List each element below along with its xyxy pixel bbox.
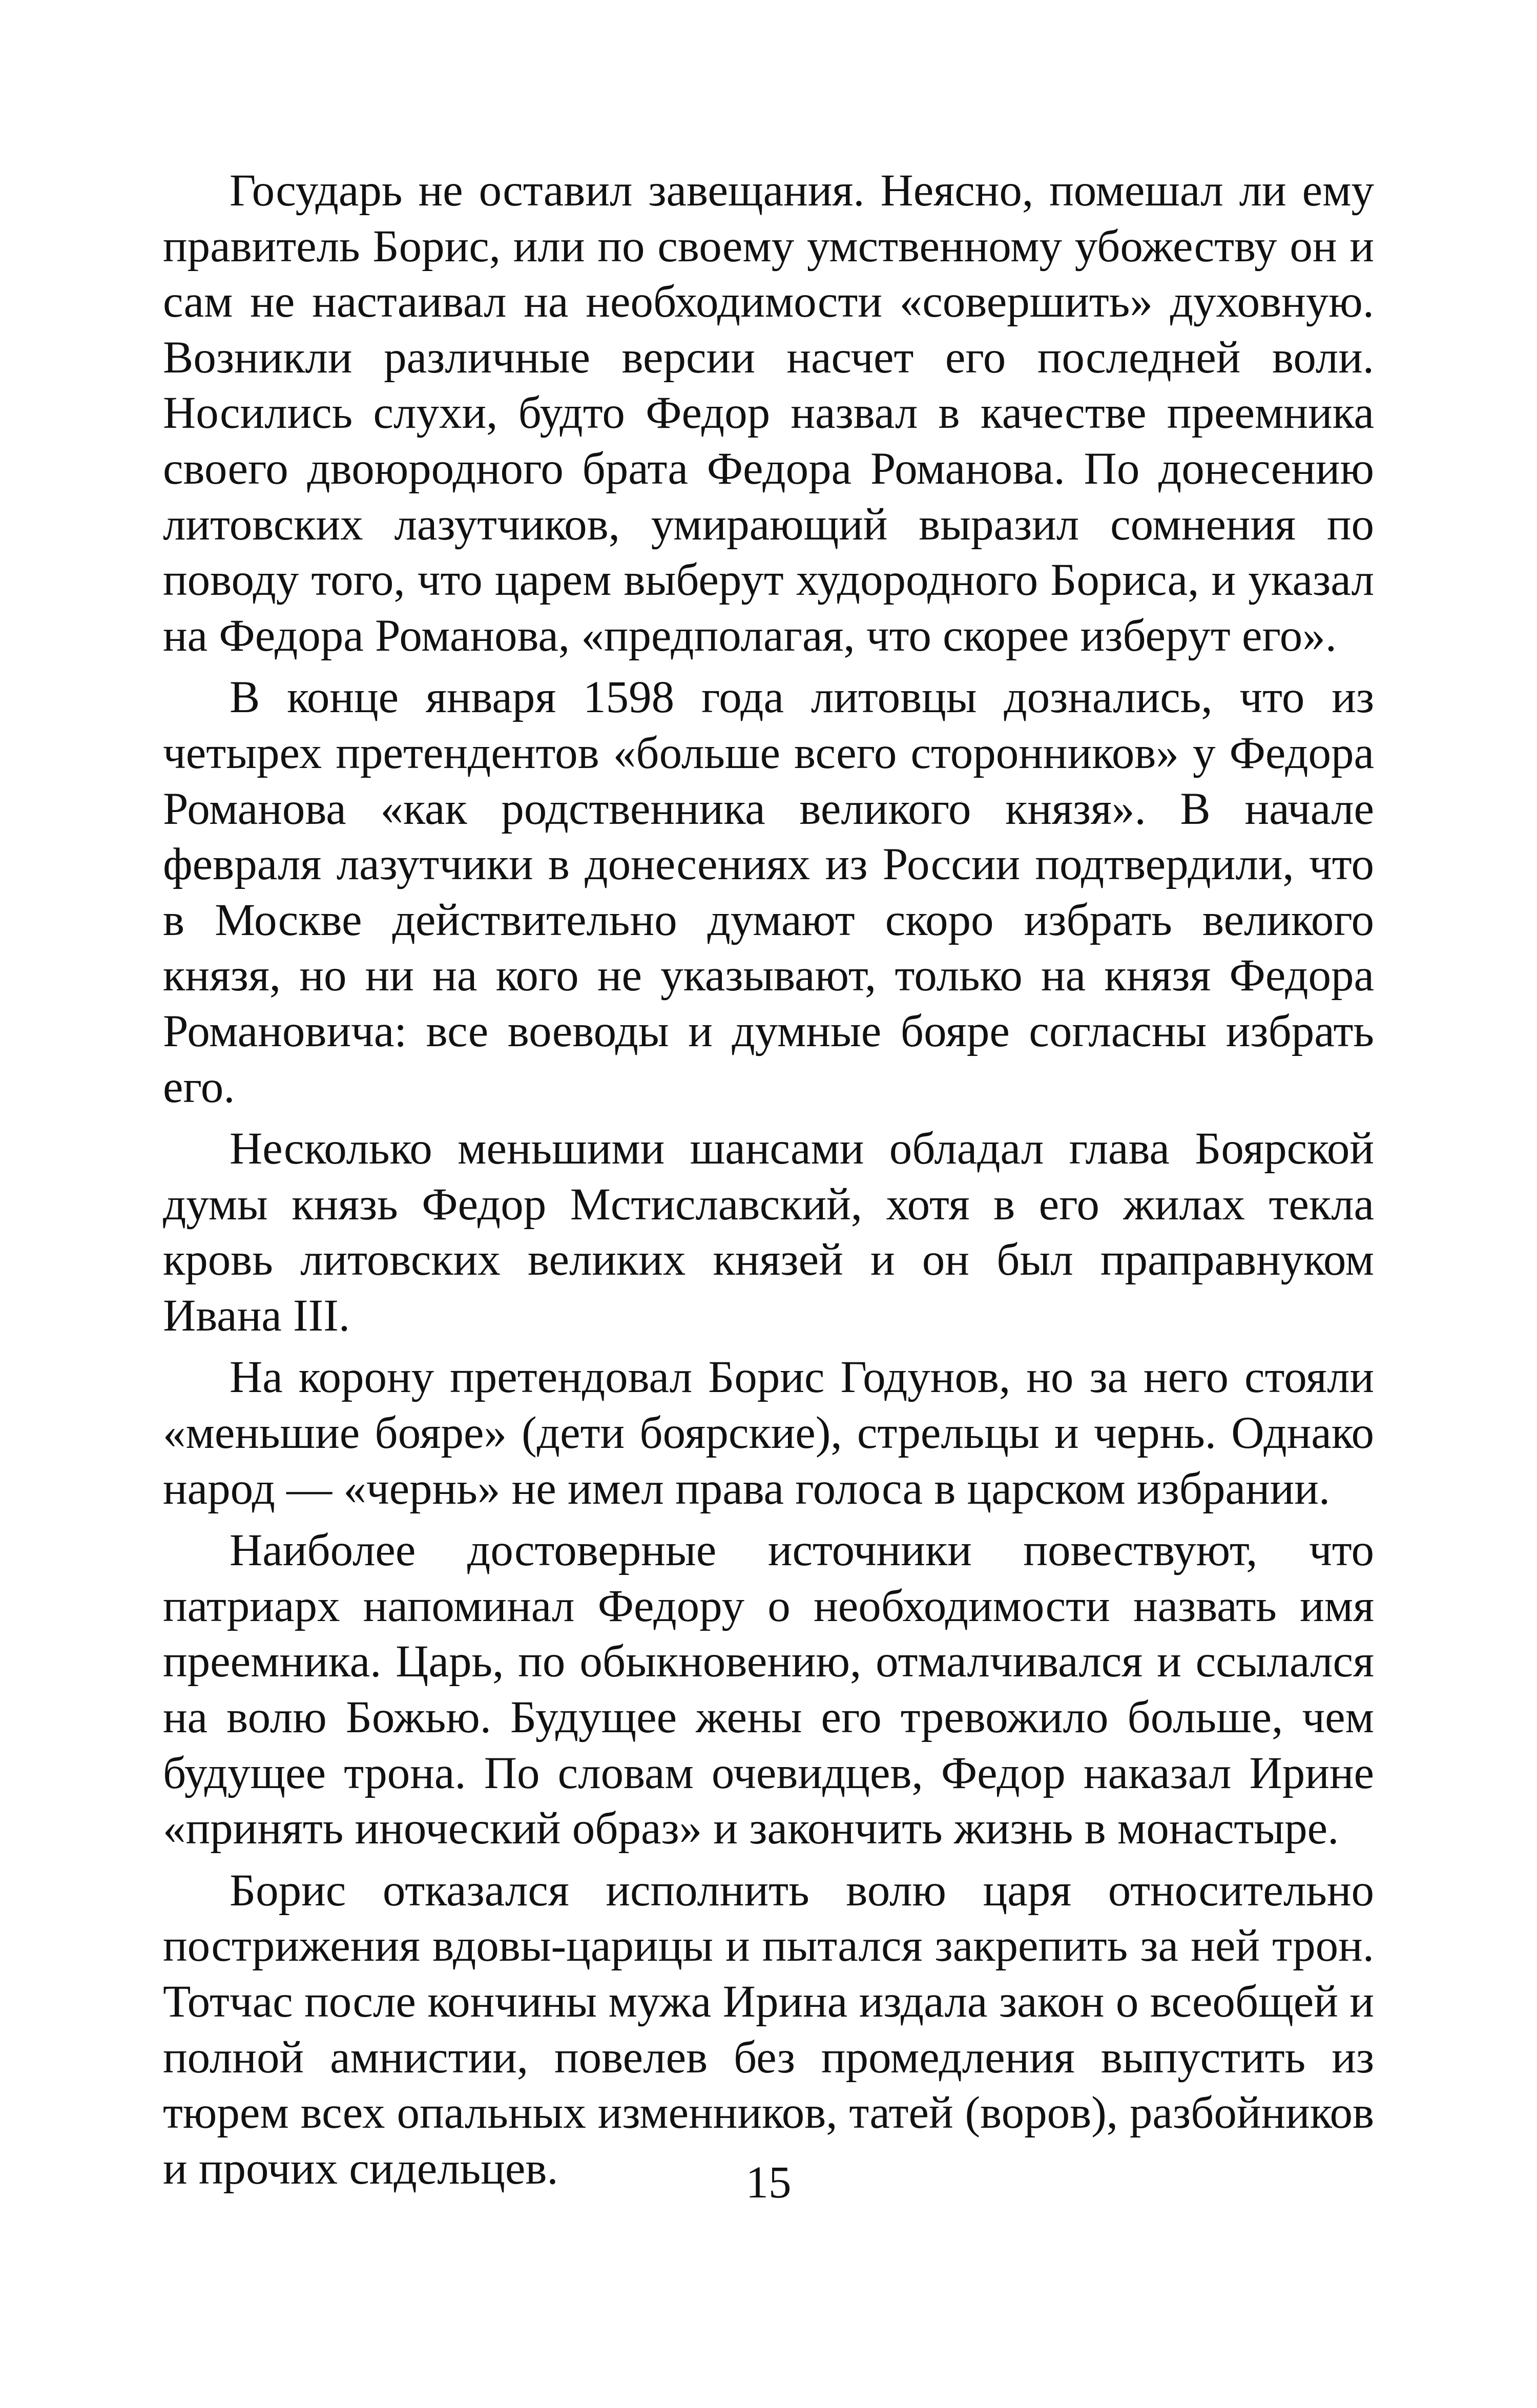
- paragraph-3: Несколько меньшими шансами обладал глава Боярской думы князь Федор Мстиславский, хотя в его жилах текла кровь литовских великих князей и он был праправнуком Ивана III.: [163, 1124, 1374, 1341]
- paragraph-1: Государь не оставил завещания. Неясно, помешал ли ему правитель Борис, или по своему умственному убожеству он и сам не настаивал на необходимости «совершить» духовную. Возникли различные версии насчет его последней воли. Носились слухи, будто Федор назвал в качестве преемника своего двоюродного брата Федора Романова. По донесению литовских лазутчиков, умирающий выразил сомнения по поводу того, что царем выберут худородного Бориса, и указал на Федора Романова, «предполагая, что скорее изберут его».: [163, 165, 1374, 661]
- paragraph-4: На корону претендовал Борис Годунов, но за него стояли «меньшие бояре» (дети боярские), стрельцы и чернь. Однако народ — «чернь» не имел права голоса в царском избрании.: [163, 1352, 1374, 1514]
- paragraph-5: Наиболее достоверные источники повествуют, что патриарх напоминал Федору о необходимости назвать имя преемника. Царь, по обыкновению, отмалчивался и ссылался на волю Божью. Будущее жены его тревожило больше, чем будущее трона. По словам очевидцев, Федор наказал Ирине «принять иноческий образ» и закончить жизнь в монастыре.: [163, 1525, 1374, 1854]
- body-text: [163, 163, 1374, 2203]
- paragraph-2: В конце января 1598 года литовцы дознались, что из четырех претендентов «больше всего сторонников» у Федора Романова «как родственника великого князя». В начале февраля лазутчики в донесениях из России подтвердили, что в Москве действительно думают скоро избрать великого князя, но ни на кого не указывают, только на князя Федора Романовича: все воеводы и думные бояре согласны избрать его.: [163, 672, 1374, 1112]
- paragraph-6: Борис отказался исполнить волю царя относительно пострижения вдовы-царицы и пытался закрепить за ней трон. Тотчас после кончины мужа Ирина издала закон о всеобщей и полной амнистии, повелев без промедления выпустить из тюрем всех опальных изменников, татей (воров), разбойников и прочих сидельцев.: [163, 1865, 1374, 2194]
- page-number: 15: [745, 2157, 792, 2208]
